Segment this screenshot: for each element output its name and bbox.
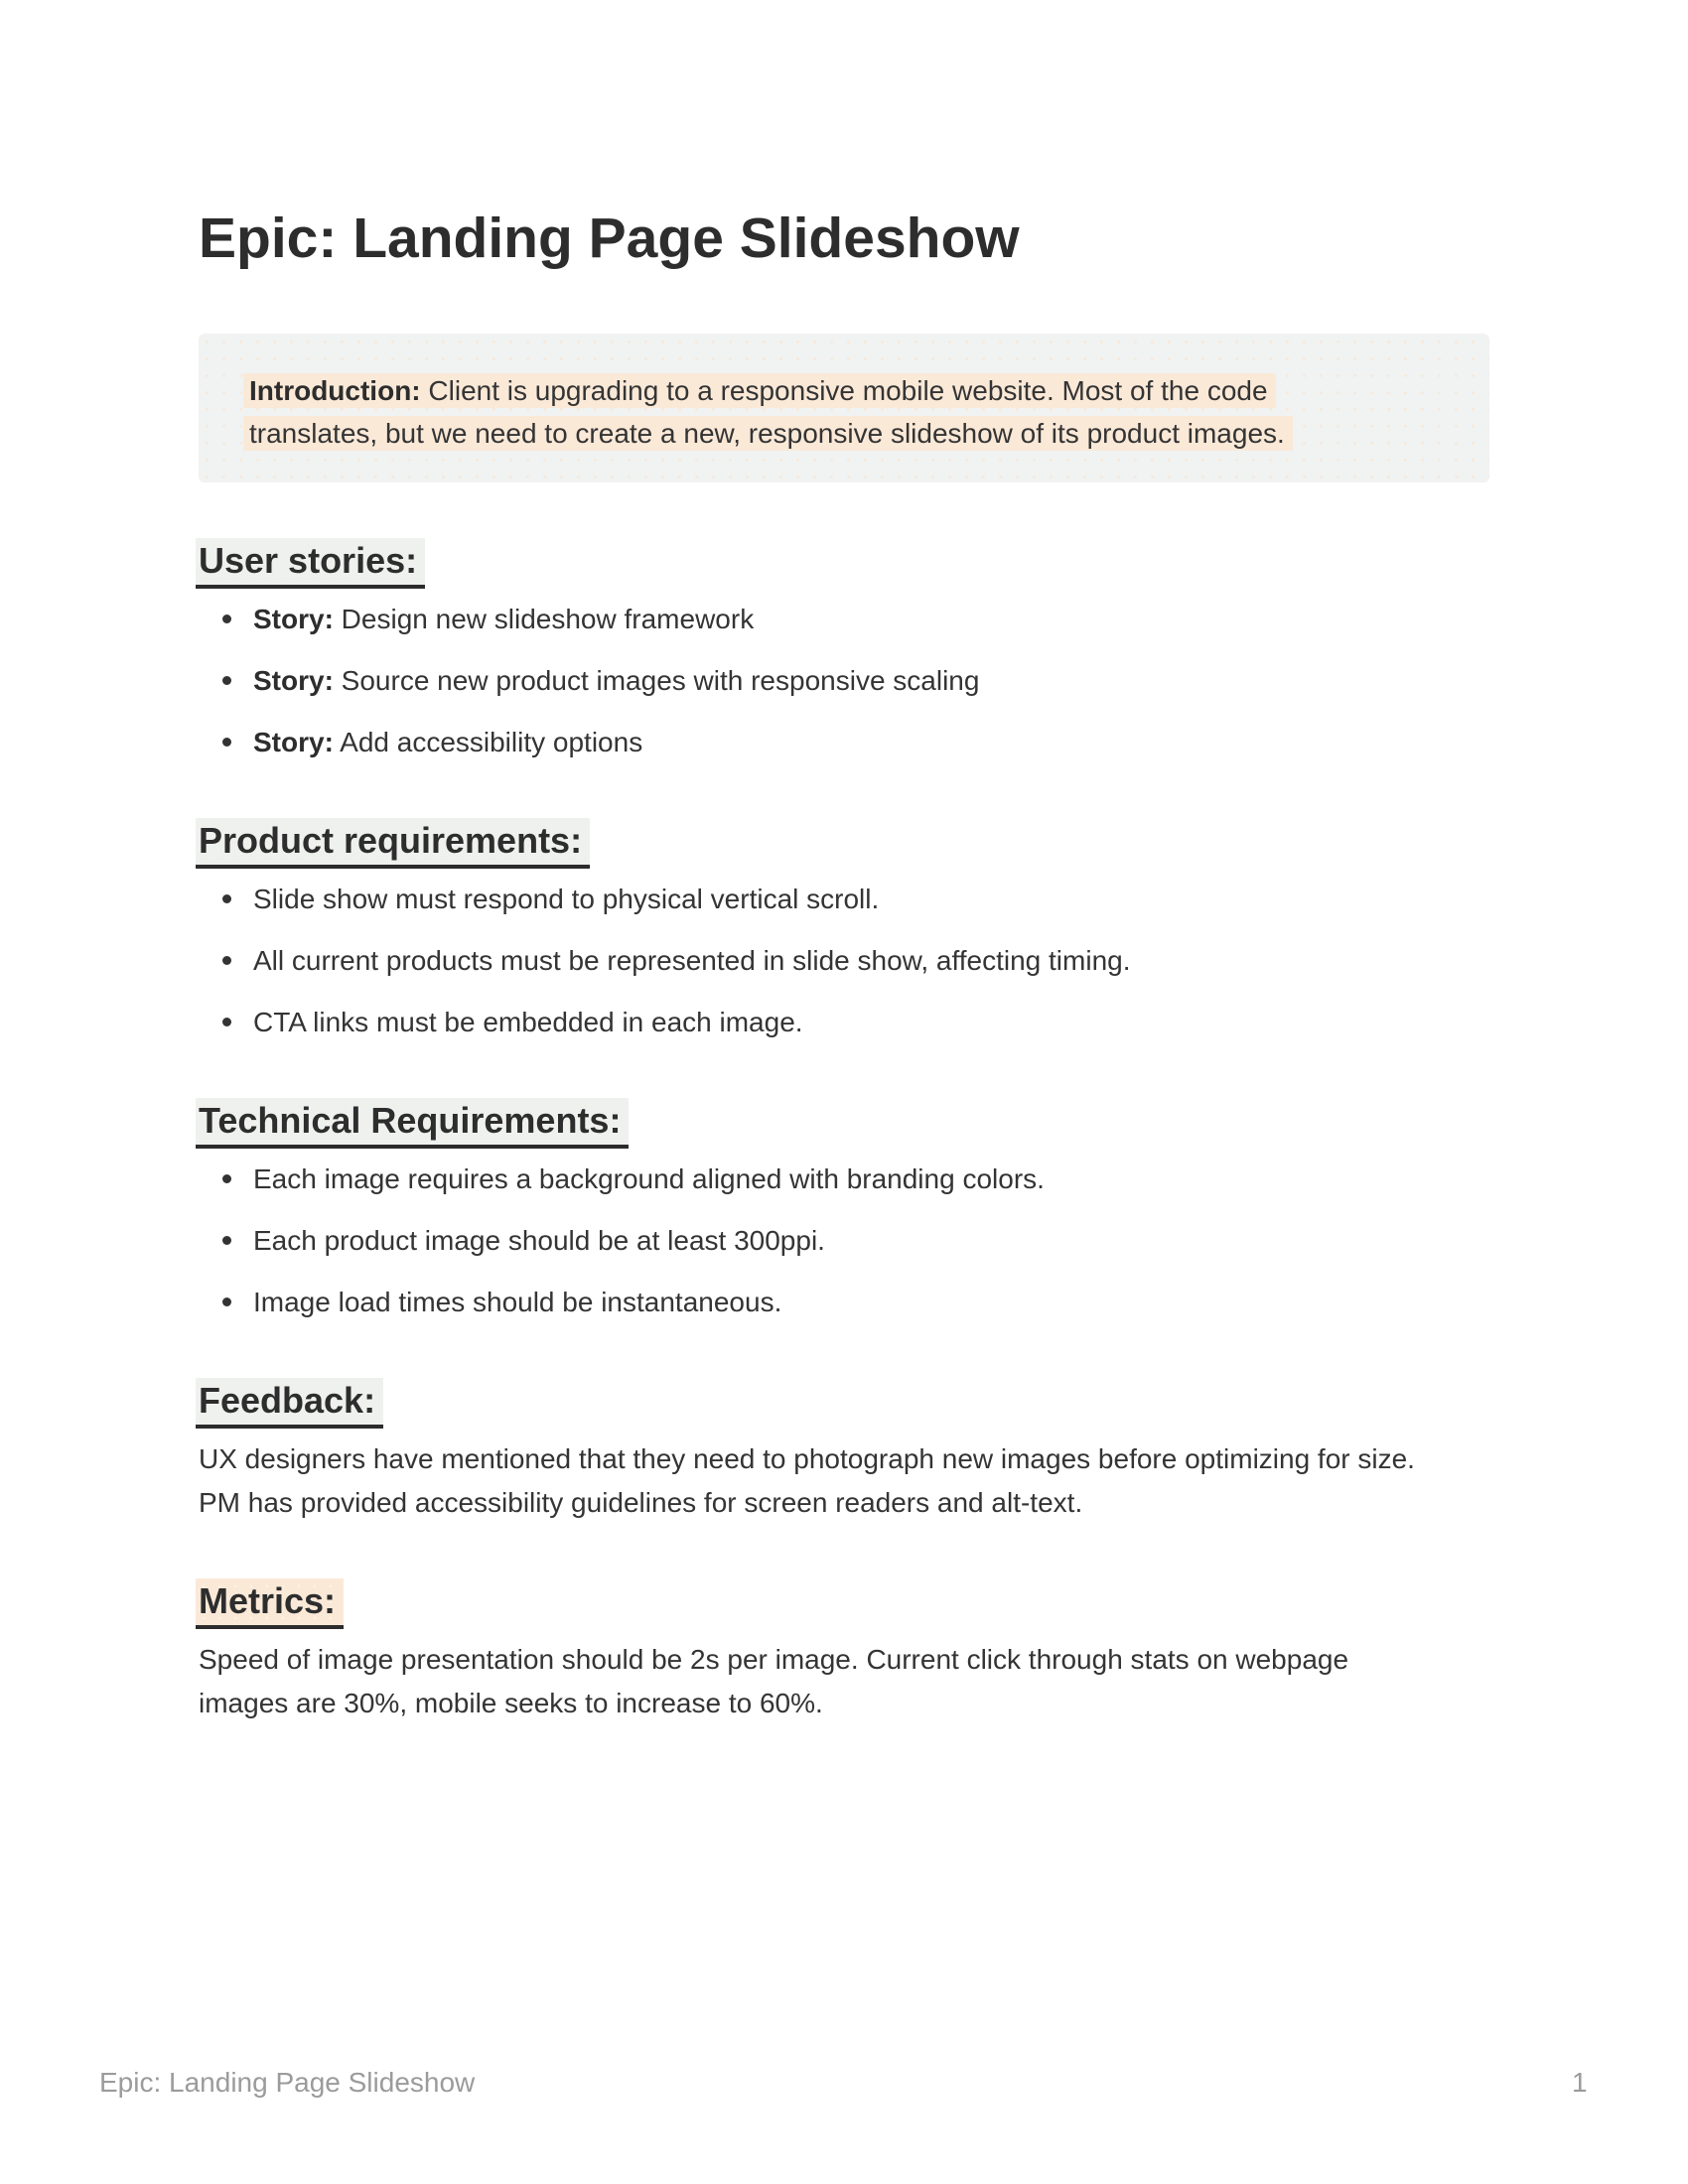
- list-item: [199, 659, 1489, 703]
- section-heading-user-stories: [199, 538, 1489, 584]
- section-heading-feedback: [199, 1378, 1489, 1424]
- item-text: Each product image should be at least 300ppi.: [253, 1225, 825, 1256]
- item-text: All current products must be represented in slide show, affecting timing.: [253, 945, 1131, 976]
- footer-document-title: Epic: Landing Page Slideshow: [99, 2067, 476, 2098]
- item-text: Slide show must respond to physical vertical scroll.: [253, 884, 880, 914]
- item-label: Story:: [253, 604, 334, 634]
- section-heading-technical-requirements: [199, 1098, 1489, 1144]
- item-text: CTA links must be embedded in each image.: [253, 1007, 803, 1037]
- list-item: [199, 598, 1489, 641]
- introduction-callout: [199, 334, 1489, 482]
- list-item: [199, 939, 1489, 983]
- section-heading-product-requirements: [199, 818, 1489, 864]
- item-text: Design new slideshow framework: [333, 604, 755, 634]
- item-text: Source new product images with responsive scaling: [333, 665, 980, 696]
- intro-label: Introduction:: [249, 375, 421, 406]
- intro-text-2: translates, but we need to create a new, responsive slideshow of its product images.: [243, 416, 1293, 451]
- list-item: [199, 878, 1489, 921]
- list-item: [199, 1281, 1489, 1324]
- item-label: Story:: [253, 665, 334, 696]
- intro-line-2: [249, 412, 1450, 455]
- page-title: Epic: Landing Page Slideshow: [199, 206, 1020, 270]
- technical-requirements-list: [199, 1158, 1489, 1324]
- user-stories-list: [199, 598, 1489, 764]
- intro-line-1: [249, 369, 1450, 412]
- list-item: [199, 1001, 1489, 1044]
- list-item: [199, 1158, 1489, 1201]
- metrics-paragraph: Speed of image presentation should be 2s per image. Current click through stats on webpage images are 30%, mobile seeks to increase to 60%.: [199, 1644, 1356, 1718]
- list-item: [199, 721, 1489, 764]
- footer-page-number: 1: [1572, 2067, 1588, 2098]
- heading-highlight: Product requirements:: [196, 818, 590, 869]
- item-text: Each image requires a background aligned with branding colors.: [253, 1163, 1045, 1194]
- document-content: [199, 0, 1489, 1725]
- heading-highlight: Metrics:: [196, 1578, 344, 1629]
- product-requirements-list: [199, 878, 1489, 1044]
- heading-highlight: Feedback:: [196, 1378, 383, 1429]
- heading-highlight: User stories:: [196, 538, 425, 589]
- item-label: Story:: [253, 727, 334, 757]
- intro-text-1: Client is upgrading to a responsive mobile website. Most of the code: [420, 375, 1268, 406]
- section-heading-metrics: [199, 1578, 1489, 1624]
- heading-highlight: Technical Requirements:: [196, 1098, 629, 1149]
- list-item: [199, 1219, 1489, 1263]
- item-text: Image load times should be instantaneous.: [253, 1287, 782, 1317]
- feedback-paragraph: UX designers have mentioned that they need to photograph new images before optimizing for size. PM has provided accessibility guidelines for screen readers and alt-text.: [199, 1443, 1431, 1518]
- item-text: Add accessibility options: [333, 727, 643, 757]
